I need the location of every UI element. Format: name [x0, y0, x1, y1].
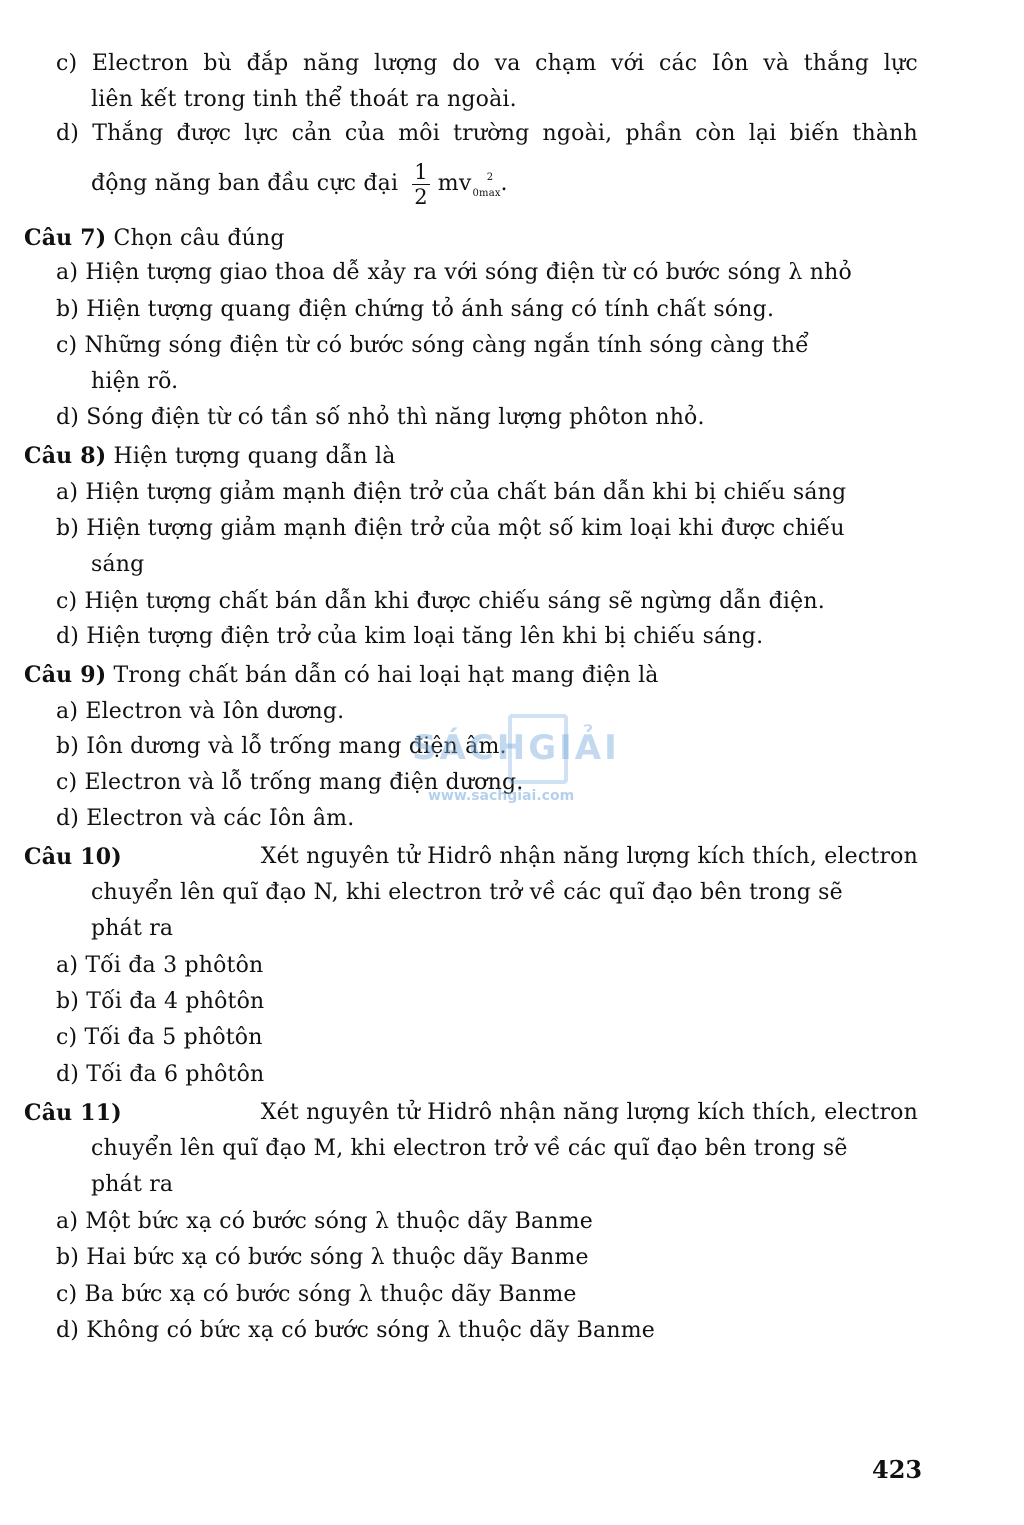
q10-stem-line3: phát ra	[91, 916, 174, 941]
watermark	[412, 712, 622, 812]
q10-option-b: b) Tối đa 4 phôtôn	[56, 989, 265, 1014]
q10-option-d: d) Tối đa 6 phôtôn	[56, 1062, 265, 1087]
q11-option-a: a) Một bức xạ có bước sóng λ thuộc dãy Banme	[56, 1209, 593, 1234]
q11-stem-line3: phát ra	[91, 1172, 174, 1197]
q9-option-d: d) Electron và các Iôn âm.	[56, 806, 355, 831]
question-7-heading: Câu 7) Chọn câu đúng	[24, 225, 285, 251]
q8-option-b: b) Hiện tượng giảm mạnh điện trở của một số kim loại khi được chiếu	[56, 516, 845, 541]
q7-option-c: c) Những sóng điện từ có bước sóng càng ngắn tính sóng càng thể	[56, 333, 810, 358]
q10-option-a: a) Tối đa 3 phôtôn	[56, 953, 264, 978]
question-11-heading: Câu 11) Xét nguyên tử Hidrô nhận năng lượng kích thích, electron	[24, 1100, 918, 1126]
q8-option-a: a) Hiện tượng giảm mạnh điện trở của chất bán dẫn khi bị chiếu sáng	[56, 480, 847, 505]
question-9-heading: Câu 9) Trong chất bán dẫn có hai loại hạt mang điện là	[24, 662, 659, 688]
q7-option-b: b) Hiện tượng quang điện chứng tỏ ánh sáng có tính chất sóng.	[56, 297, 775, 322]
q8-option-c: c) Hiện tượng chất bán dẫn khi được chiếu sáng sẽ ngừng dẫn điện.	[56, 589, 825, 614]
q10-stem-line2: chuyển lên quĩ đạo N, khi electron trở về các quĩ đạo bên trong sẽ	[91, 880, 843, 905]
q11-stem-line2: chuyển lên quĩ đạo M, khi electron trở về các quĩ đạo bên trong sẽ	[91, 1136, 848, 1161]
q6-option-d-line1: d) Thắng được lực cản của môi trường ngoài, phần còn lại biến thành	[56, 121, 918, 146]
q9-option-c: c) Electron và lỗ trống mang điện dương.	[56, 770, 524, 795]
q7-option-d: d) Sóng điện từ có tần số nhỏ thì năng lượng phôton nhỏ.	[56, 405, 705, 430]
q8-option-b-cont: sáng	[91, 552, 145, 577]
kinetic-energy-fraction: $\frac{1}{2}$	[414, 159, 428, 209]
q11-option-d: d) Không có bức xạ có bước sóng λ thuộc dãy Banme	[56, 1318, 655, 1343]
q11-option-c: c) Ba bức xạ có bước sóng λ thuộc dãy Banme	[56, 1282, 577, 1307]
q11-option-b: b) Hai bức xạ có bước sóng λ thuộc dãy Banme	[56, 1245, 589, 1270]
page-number: 423	[872, 1455, 923, 1484]
q6-option-d-line2: động năng ban đầu cực đại $\frac{1}{2}$ $mv_{0max}^2$ .	[91, 159, 508, 209]
q8-option-d: d) Hiện tượng điện trở của kim loại tăng lên khi bị chiếu sáng.	[56, 624, 764, 649]
q7-option-c-cont: hiện rõ.	[91, 369, 179, 394]
q6-option-c-line1: c) Electron bù đắp năng lượng do va chạm với các Iôn và thắng lực	[56, 51, 918, 76]
q6-option-c-line2: liên kết trong tinh thể thoát ra ngoài.	[91, 87, 517, 112]
q10-option-c: c) Tối đa 5 phôtôn	[56, 1025, 263, 1050]
watermark-brand: SÁCHGIẢI	[412, 728, 620, 768]
q7-option-a: a) Hiện tượng giao thoa dễ xảy ra với sóng điện từ có bước sóng λ nhỏ	[56, 260, 852, 285]
q9-option-b: b) Iôn dương và lỗ trống mang điện âm.	[56, 734, 507, 759]
q9-option-a: a) Electron và Iôn dương.	[56, 699, 345, 724]
question-10-heading: Câu 10) Xét nguyên tử Hidrô nhận năng lượng kích thích, electron	[24, 844, 918, 870]
watermark-url: www.sachgiai.com	[428, 788, 575, 804]
question-8-heading: Câu 8) Hiện tượng quang dẫn là	[24, 443, 396, 469]
